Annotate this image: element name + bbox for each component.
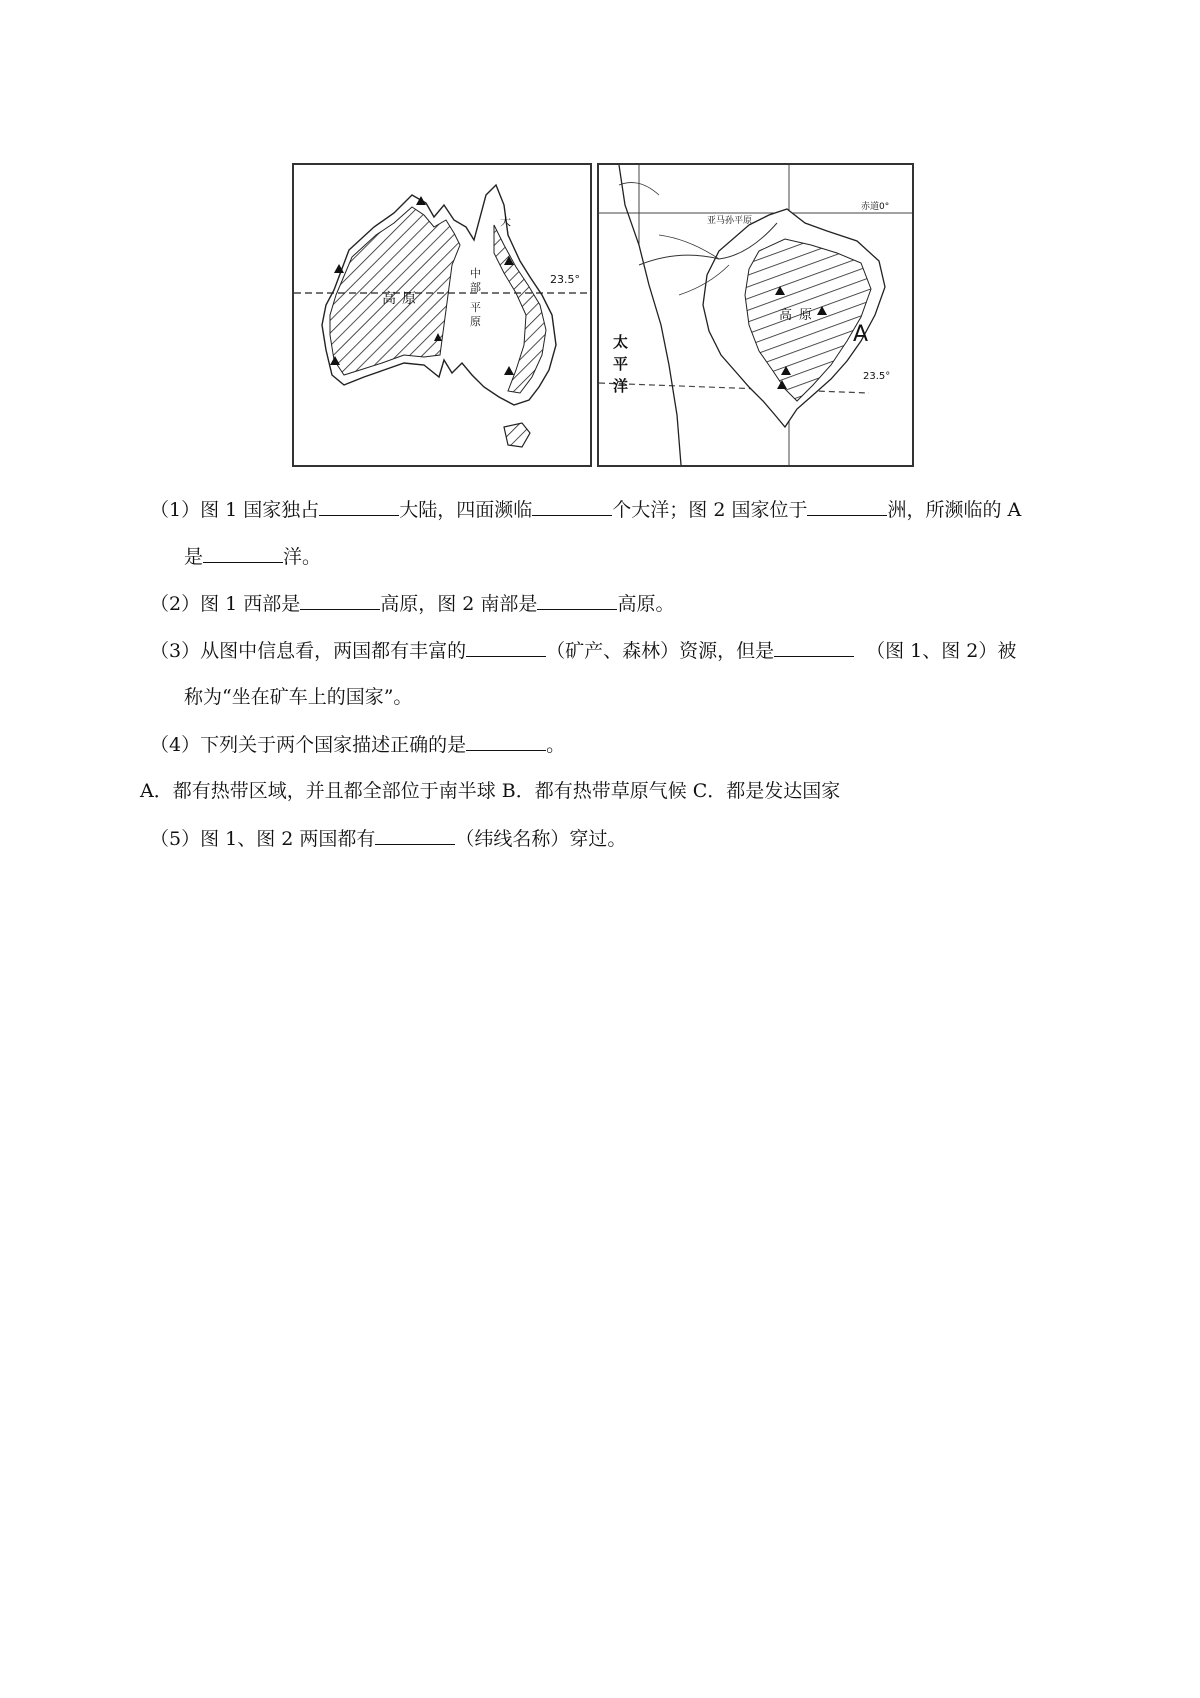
brazil-map <box>597 163 914 467</box>
q1-mid1: 大陆，四面濒临 <box>399 499 533 521</box>
answer-blank[interactable] <box>532 497 612 516</box>
question-3-line-2 <box>184 685 412 709</box>
q1-mid3: 洲，所濒临的 A <box>887 499 1022 521</box>
map2-basin-label: 亚马孙平原 <box>707 216 753 226</box>
q4-suffix: 。 <box>546 734 566 756</box>
question-4 <box>150 732 565 757</box>
answer-blank[interactable] <box>537 591 617 610</box>
q1-prefix: （1）图 1 国家独占 <box>150 499 320 521</box>
q1-mid2: 个大洋；图 2 国家位于 <box>612 499 808 521</box>
options-text: A．都有热带区域，并且都全部位于南半球 B．都有热带草原气候 C．都是发达国家 <box>140 780 841 802</box>
map1-mountain-char: 大 <box>500 215 511 228</box>
figure-maps <box>292 163 912 471</box>
answer-blank[interactable] <box>203 544 283 563</box>
q5-suffix: （纬线名称）穿过。 <box>455 828 627 850</box>
q3-line2: 称为“坐在矿车上的国家”。 <box>184 686 413 708</box>
question-3-line-1 <box>150 638 1016 663</box>
answer-blank[interactable] <box>774 638 854 657</box>
map2-equator-label: 赤道0° <box>861 202 890 212</box>
answer-blank[interactable] <box>319 497 399 516</box>
question-1-line-1 <box>150 497 1021 522</box>
q2-mid: 高原，图 2 南部是 <box>380 593 538 615</box>
q3-mid: （矿产、森林）资源，但是 <box>546 640 775 662</box>
australia-map-graphic <box>294 165 590 465</box>
question-2 <box>150 591 674 616</box>
map2-pacific-char1: 太 <box>613 333 629 351</box>
map1-lowland-char1: 中 <box>470 267 481 280</box>
answer-blank[interactable] <box>466 732 546 751</box>
map1-plateau-char2: 原 <box>402 291 416 307</box>
q3-suffix: （图 1、图 2）被 <box>866 640 1017 662</box>
answer-blank[interactable] <box>300 591 380 610</box>
q1-line2-prefix: 是 <box>184 546 204 568</box>
q2-prefix: （2）图 1 西部是 <box>150 593 301 615</box>
map2-plateau-char2: 原 <box>799 308 813 323</box>
answer-blank[interactable] <box>375 826 455 845</box>
map2-ocean-letter: A <box>853 322 869 347</box>
tropic-line <box>599 383 869 393</box>
map1-latitude-label: 23.5° <box>550 273 580 286</box>
map2-pacific-char3: 洋 <box>613 377 629 395</box>
q1-line2-suffix: 洋。 <box>283 546 322 568</box>
answer-blank[interactable] <box>466 638 546 657</box>
australia-map <box>292 163 592 467</box>
map1-lowland-char2: 部 <box>470 281 481 294</box>
question-1-line-2 <box>184 544 321 569</box>
tasmania <box>504 423 530 447</box>
question-4-options <box>140 779 840 803</box>
q3-prefix: （3）从图中信息看，两国都有丰富的 <box>150 640 467 662</box>
map2-pacific-char2: 平 <box>613 355 629 373</box>
q5-prefix: （5）图 1、图 2 两国都有 <box>150 828 376 850</box>
map2-plateau-char1: 高 <box>779 308 793 323</box>
q4-prefix: （4）下列关于两个国家描述正确的是 <box>150 734 467 756</box>
map2-latitude-label: 23.5° <box>863 371 891 382</box>
pacific-coast <box>619 165 681 465</box>
map1-plateau-char1: 高 <box>382 291 396 307</box>
answer-blank[interactable] <box>807 497 887 516</box>
map1-lowland-char4: 原 <box>470 315 481 328</box>
q2-suffix: 高原。 <box>617 593 675 615</box>
map1-lowland-char3: 平 <box>470 301 481 314</box>
brazil-map-graphic <box>599 165 912 465</box>
question-5 <box>150 826 626 851</box>
